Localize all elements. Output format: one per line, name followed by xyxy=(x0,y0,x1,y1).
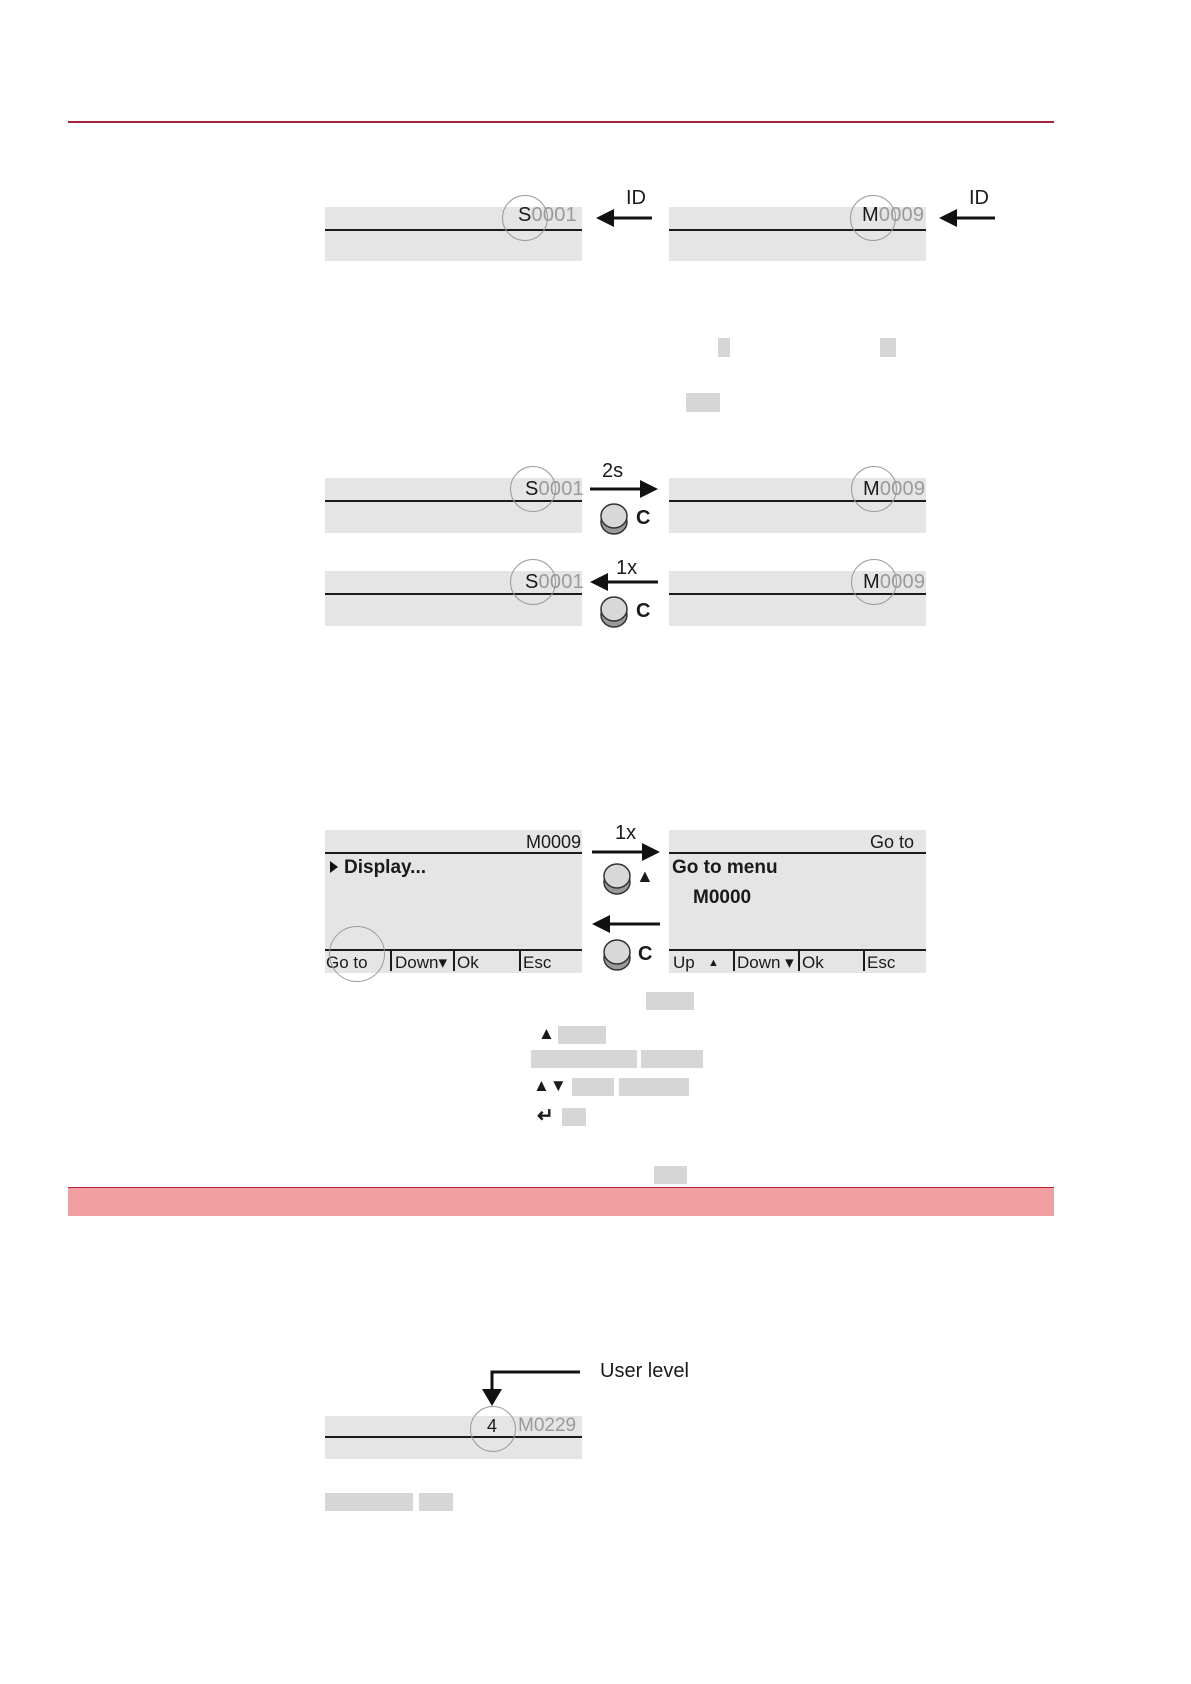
top-rule xyxy=(68,121,1054,123)
softkey-down: Down ▾ xyxy=(737,953,794,972)
softkey-up-triangle: ▲ xyxy=(708,957,719,969)
section-band xyxy=(68,1187,1054,1216)
two-seconds-label: 2s xyxy=(602,460,624,482)
one-press-label-menu: 1x xyxy=(615,822,637,844)
c-button-icon xyxy=(602,936,632,972)
up-down-key-symbol: ▲▼ xyxy=(533,1076,567,1095)
id-label-1: ID xyxy=(626,187,646,209)
up-button-icon xyxy=(602,860,632,896)
display-m0009-row3: M0009 xyxy=(669,571,926,626)
softkey-ok: Ok xyxy=(802,953,824,972)
menu-right-header: Go to xyxy=(869,832,914,852)
grey-placeholder xyxy=(718,338,730,357)
grey-placeholder xyxy=(646,992,694,1010)
arrow-left-1x xyxy=(588,570,660,594)
grey-placeholder xyxy=(531,1050,637,1068)
arrow-left-menu xyxy=(590,912,662,936)
arrow-left-id-2 xyxy=(939,206,997,230)
one-press-label: 1x xyxy=(616,557,638,579)
user-level-value: 4 xyxy=(487,1416,498,1436)
grey-placeholder xyxy=(572,1078,614,1096)
c-button-icon xyxy=(599,500,629,536)
softkey-up: Up xyxy=(673,953,695,972)
c-button-label: C xyxy=(636,600,651,622)
display-m0009-row2: M0009 xyxy=(669,478,926,533)
grey-placeholder xyxy=(562,1108,586,1126)
arrow-right-2s xyxy=(588,477,660,501)
grey-placeholder xyxy=(558,1026,606,1044)
arrow-left-id-1 xyxy=(596,206,654,230)
display-s0001-row2: S0001 xyxy=(325,478,582,533)
softkey-down: Down▾ xyxy=(395,953,447,972)
grey-placeholder xyxy=(880,338,896,357)
softkey-ok: Ok xyxy=(457,953,479,972)
enter-key-symbol: ↵ xyxy=(537,1105,554,1127)
grey-placeholder xyxy=(619,1078,689,1096)
menu-left-header: M0009 xyxy=(525,832,581,852)
display-user-level xyxy=(325,1416,582,1459)
grey-placeholder xyxy=(686,393,720,412)
user-level-code: M0229 xyxy=(518,1415,577,1436)
grey-placeholder xyxy=(419,1493,453,1511)
grey-placeholder xyxy=(641,1050,703,1068)
go-to-menu-value: M0000 xyxy=(693,887,752,908)
display-m0009-row1: M0009 xyxy=(669,207,926,261)
up-key-symbol: ▲ xyxy=(538,1024,555,1043)
user-level-label: User level xyxy=(600,1360,689,1382)
softkey-esc: Esc xyxy=(523,953,552,972)
c-button-label: C xyxy=(638,943,653,965)
softkey-go-to: Go to xyxy=(326,953,368,972)
softkey-esc: Esc xyxy=(867,953,896,972)
c-button-icon xyxy=(599,593,629,629)
display-menu-left xyxy=(325,830,582,973)
user-level-pointer-arrow xyxy=(478,1368,582,1406)
grey-placeholder xyxy=(654,1166,687,1184)
display-menu-right xyxy=(669,830,926,973)
grey-placeholder xyxy=(325,1493,413,1511)
c-button-label: C xyxy=(636,507,651,529)
selection-triangle-icon xyxy=(329,860,339,874)
display-s0001-row3: S0001 xyxy=(325,571,582,626)
menu-item-display: Display... xyxy=(344,857,427,878)
up-button-symbol: ▲ xyxy=(636,866,654,886)
go-to-menu-title: Go to menu xyxy=(672,857,778,878)
display-s0001-row1: S0001 xyxy=(325,207,582,261)
id-label-2: ID xyxy=(969,187,989,209)
